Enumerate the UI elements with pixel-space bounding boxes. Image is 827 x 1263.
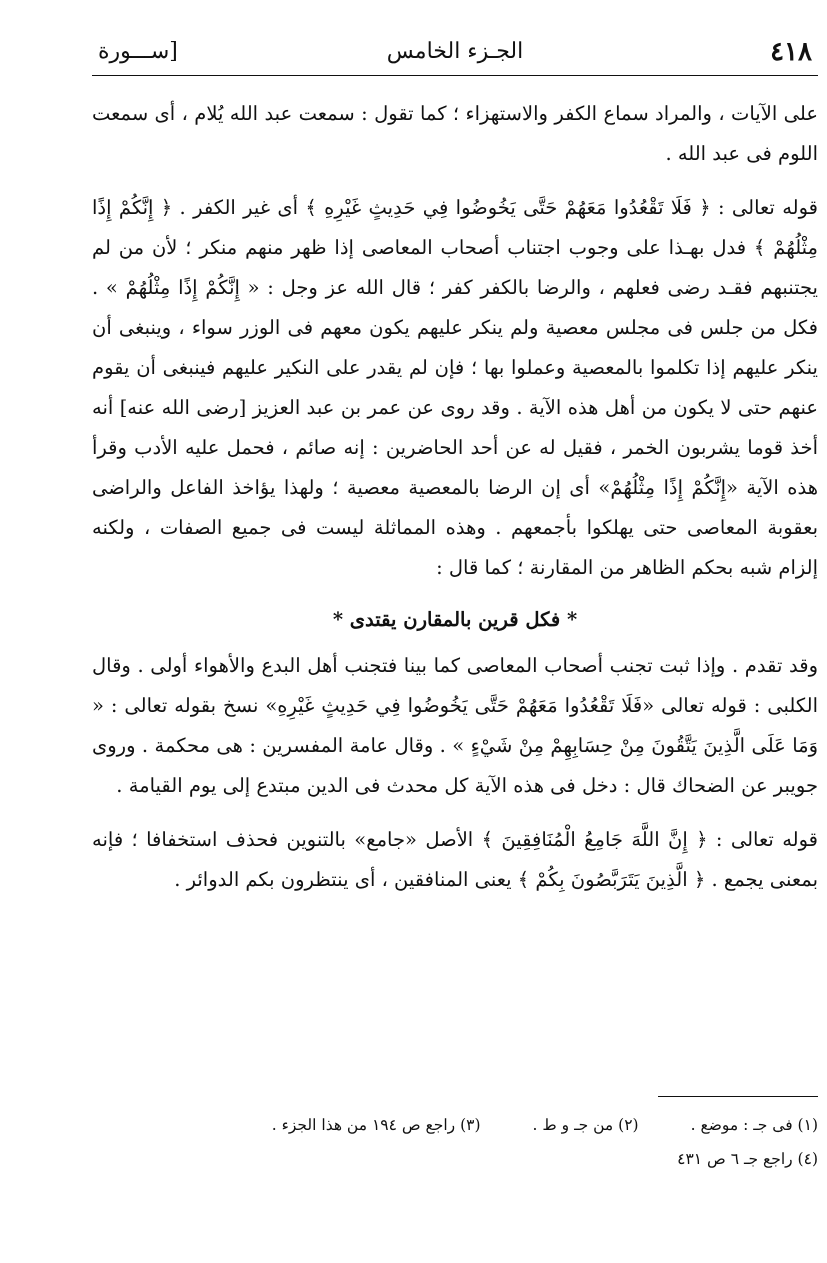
page-body: [92, 94, 818, 900]
book-page: [92, 28, 818, 1228]
footnotes: [92, 1108, 818, 1176]
paragraph-3: وقد تقدم . وإذا ثبت تجنب أصحاب المعاصى كما بينا فتجنب أهل البدع والأهواء أولى . وقال الكلبى : قوله تعالى «فَلَا تَقْعُدُوا مَعَهُمْ حَتَّى يَخُوضُوا فِي حَدِيثٍ غَيْرِهِ» نسخ بقوله تعالى : « وَمَا عَلَى الَّذِينَ يَتَّقُونَ مِنْ حِسَابِهِمْ مِنْ شَيْءٍ » . وقال عامة المفسرين : هى محكمة . وروى جويبر عن الضحاك قال : دخل فى هذه الآية كل محدث فى الدين مبتدع إلى يوم القيامة .: [92, 654, 818, 797]
paragraph-2: قوله تعالى : ﴿ فَلَا تَقْعُدُوا مَعَهُمْ حَتَّى يَخُوضُوا فِي حَدِيثٍ غَيْرِهِ ﴾ أى غير الكفر . ﴿ إِنَّكُمْ إِذًا مِثْلُهُمْ ﴾ فدل بهـذا على وجوب اجتناب أصحاب المعاصى إذا ظهر منهم منكر ؛ لأن من لم يجتنبهم فقـد رضى فعلهم ، والرضا بالكفر كفر ؛ قال الله عز وجل : « إِنَّكُمْ إِذًا مِثْلُهُمْ » . فكل من جلس فى مجلس معصية ولم ينكر عليهم يكون معهم فى الوزر سواء ، وينبغى أن ينكر عليهم إذا تكلموا بالمعصية وعملوا بها ؛ فإن لم يقدر على النكير عليهم فينبغى أن يقوم عنهم حتى لا يكون من أهل هذه الآية . وقد روى عن عمر بن عبد العزيز [رضى الله عنه] أنه أخذ قوما يشربون الخمر ، فقيل له عن أحد الحاضرين : إنه صائم ، فحمل عليه الأدب وقرأ هذه الآية «إِنَّكُمْ إِذًا مِثْلُهُمْ» أى إن الرضا بالمعصية معصية ؛ ولهذا يؤاخذ الفاعل والراضى بعقوبة المعاصى حتى يهلكوا بأجمعهم . وهذه المماثلة ليست فى جميع الصفات ، ولكنه إلزام شبه بحكم الظاهر من المقارنة ؛ كما قال :: [92, 196, 818, 579]
page-number: ٤١٨: [770, 36, 812, 67]
surah-label: [ســـورة: [98, 39, 178, 64]
paragraph-4: قوله تعالى : ﴿ إِنَّ اللَّهَ جَامِعُ الْمُنَافِقِينَ ﴾ الأصل «جامع» بالتنوين فحذف استخفافا ؛ فإنه بمعنى يجمع . ﴿ الَّذِينَ يَتَرَبَّصُونَ بِكُمْ ﴾ يعنى المنافقين ، أى ينتظرون بكم الدوائر .: [92, 828, 818, 891]
running-title: الجـزء الخامس: [386, 39, 524, 64]
footnote-4: (٤) راجع جـ ٦ ص ٤٣١: [677, 1150, 818, 1168]
footnote-3: (٣) راجع ص ١٩٤ من هذا الجزء .: [271, 1116, 481, 1134]
footnote-1: (١) فى جـ : موضع .: [690, 1116, 818, 1134]
footnote-2: (٢) من جـ و ط .: [532, 1116, 639, 1134]
page-header: [92, 28, 818, 76]
poetry-verse: * فكل قرين بالمقارن يقتدى *: [332, 608, 578, 631]
footnote-row-2: [92, 1142, 818, 1176]
footnote-divider: [658, 1096, 818, 1097]
paragraph-1: على الآيات ، والمراد سماع الكفر والاستهزاء ؛ كما تقول : سمعت عبد الله يُلام ، أى سمعت اللوم فى عبد الله .: [92, 102, 818, 165]
footnote-row-1: [92, 1108, 818, 1142]
